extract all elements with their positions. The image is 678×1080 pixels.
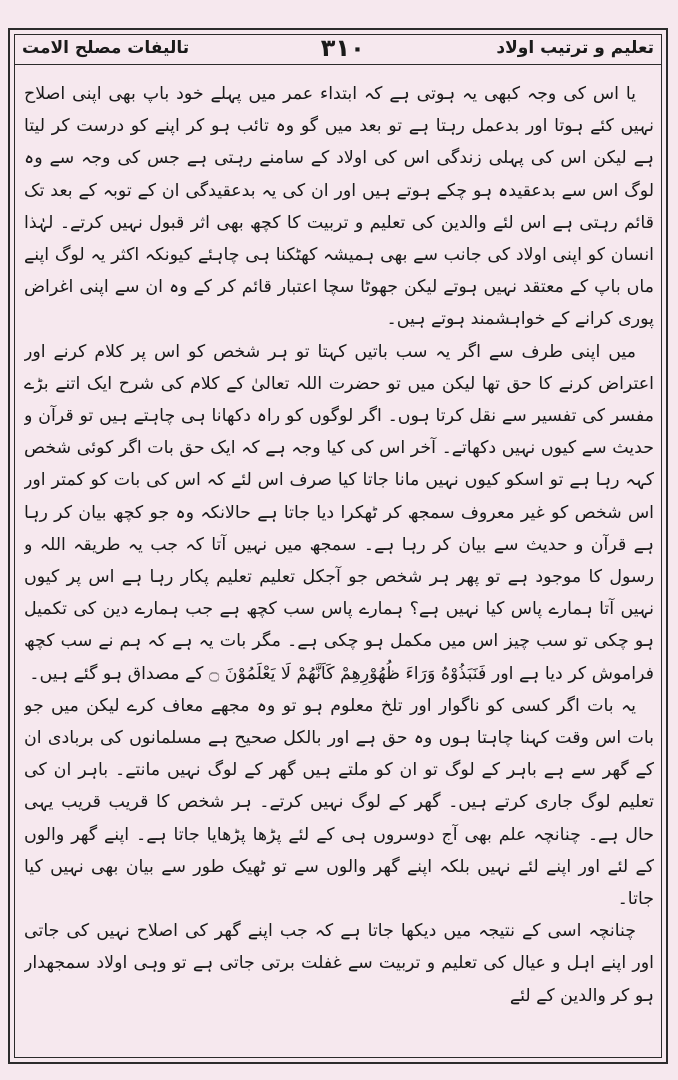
paragraph: یہ بات اگر کسی کو ناگوار اور تلخ معلوم ہو تو وہ مجھے معاف کرے لیکن میں جو بات اس وقت کہنا چاہتا ہوں وہ حق ہے اور بالکل صحیح ہے مسلمانوں کی بربادی ان کے گھر سے ہے باہر کے لوگ تو ان کو ملتے ہیں گھر کے لوگ نہیں مانتے۔ باہر ان کی تعلیم لوگ جاری کرتے ہیں۔ گھر کے لوگ نہیں کرتے۔ ہر شخص کا قریب قریب یہی حال ہے۔ چنانچہ علم بھی آج دوسروں ہی کے لئے پڑھا پڑھایا جاتا ہے۔ اپنے گھر والوں کے لئے اور اپنے لئے نہیں بلکہ اپنے گھر والوں سے تو ٹھیک طور سے بیان بھی نہیں کیا جاتا۔: [24, 695, 654, 910]
paragraph: میں اپنی طرف سے اگر یہ سب باتیں کہتا تو ہر شخص کو اس پر کلام کرنے اور اعتراض کرنے کا حق تھا لیکن میں تو حضرت اللہ تعالیٰ کے کلام کی شرح ایک اتنے بڑے مفسر کی تفسیر سے نقل کرتا ہوں۔ اگر لوگوں کو راہ دکھانا ہی چاہتے ہیں تو قرآن و حدیث سے کیوں نہیں دکھاتے۔ آخر اس کی کیا وجہ ہے کہ ایک حق بات اگر کوئی شخص کہہ رہا ہے تو اسکو کیوں نہیں مانا جاتا کیا صرف اس لئے کہ اس کی بات کو کمتر اور اس شخص کو غیر معروف سمجھ کر ٹھکرا دیا جاتا ہے حالانکہ وہ جو کچھ بیان کر رہا ہے قرآن و حدیث سے بیان کر رہا ہے۔ سمجھ میں نہیں آتا کہ جب یہ طریقہ اللہ و رسول کا موجود ہے تو پھر ہر شخص جو آجکل تعلیم تعلیم پکار رہا ہے اس پر کیوں نہیں آتا ہمارے پاس کیا نہیں ہے؟ ہمارے پاس سب کچھ ہے جب ہمارے دین کی تکمیل ہو چکی تو سب چیز اس میں مکمل ہو چکی ہے۔ مگر بات یہ ہے کہ ہم نے سب کچھ فراموش کر دیا ہے اور فَنَبَذُوْهُ وَرَاءَ ظُهُوْرِهِمْ كَاَنَّهُمْ لَا يَعْلَمُوْنَ ۝ کے مصداق ہو گئے ہیں۔: [24, 341, 654, 684]
publisher-title: تالیفات مصلح الامت: [22, 38, 190, 58]
book-title: تعلیم و ترتیب اولاد: [496, 38, 654, 58]
running-header: [22, 32, 654, 64]
paragraph: چنانچہ اسی کے نتیجہ میں دیکھا جاتا ہے کہ جب اپنے گھر کی اصلاح نہیں کی جاتی اور اپنے اہل و عیال کی تعلیم و تربیت سے غفلت برتی جاتی ہے تو وہی اولاد سمجھدار ہو کر والدین کے لئے: [24, 921, 654, 1006]
header-divider: [14, 64, 662, 65]
page-number: ۳۱۰: [320, 34, 365, 62]
paragraph: یا اس کی وجہ کبھی یہ ہوتی ہے کہ ابتداء عمر میں پہلے خود باپ بھی اپنی اصلاح نہیں کئے ہوتا اور بدعمل رہتا ہے تو بعد میں گو وہ تائب ہو کر اپنے کو درست کر لیتا ہے لیکن اس کی پہلی زندگی اس کی اولاد کے سامنے رہتی ہے جس کی وجہ سے وہ لوگ اس سے بدعقیدہ ہو چکے ہوتے ہیں اور ان کی یہ بدعقیدگی ان کے توبہ کے بعد تک قائم رہتی ہے اس لئے والدین کی تعلیم و تربیت کا کچھ بھی اثر قبول نہیں کرتے۔ لہٰذا انسان کو اپنی اولاد کی جانب سے بھی ہمیشہ کھٹکنا ہی چاہئے کیونکہ اکثر یہ لوگ اپنے ماں باپ کے معتقد نہیں ہوتے لیکن جھوٹا سچا اعتبار قائم کر کے وہ ان سے اپنی اغراض پوری کرانے کے خواہشمند ہوتے ہیں۔: [24, 84, 654, 330]
page-body: [24, 78, 654, 1050]
